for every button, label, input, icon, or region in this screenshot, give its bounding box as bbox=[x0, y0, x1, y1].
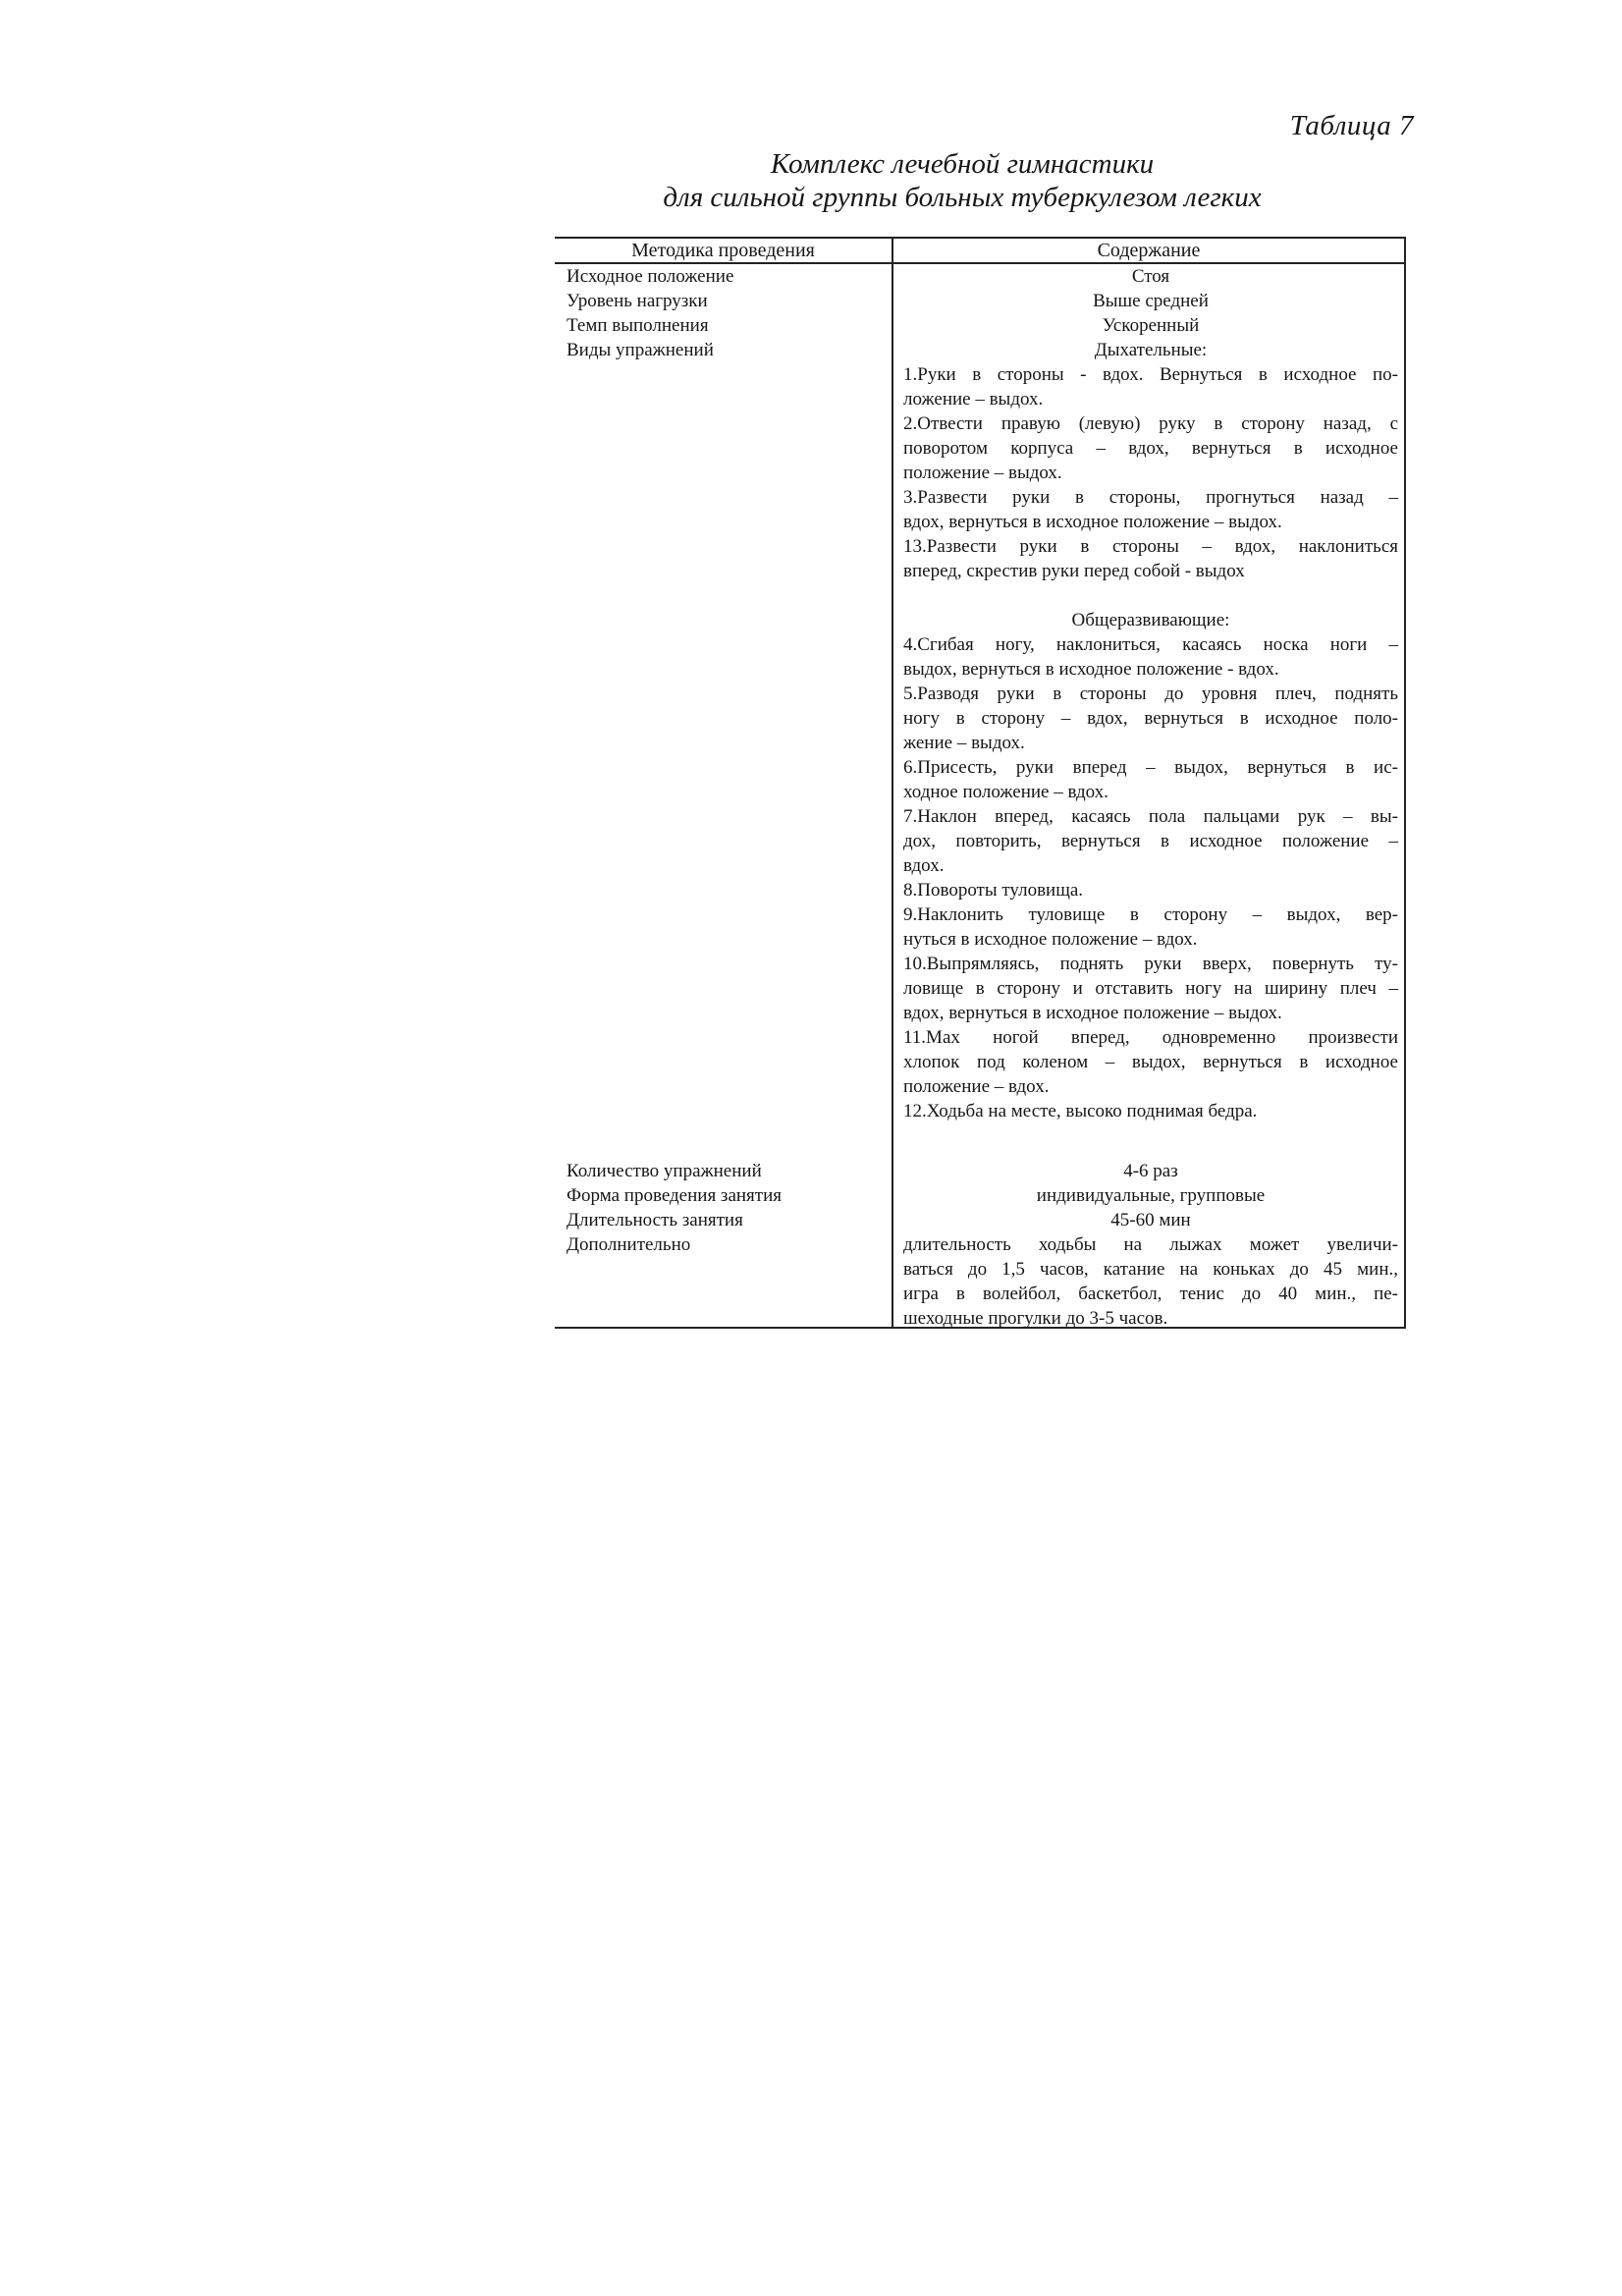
exercise-line: ходное положение – вдох. bbox=[903, 782, 1108, 802]
additional-line: ваться до 1,5 часов, катание на коньках до 45 мин., bbox=[903, 1259, 1398, 1280]
breathing-exercise-1 bbox=[903, 362, 1398, 411]
exercise-line: вперед, скрестив руки перед собой - выдох bbox=[903, 561, 1245, 581]
param-label-exercise-types: Виды упражнений bbox=[567, 340, 714, 360]
exercise-line: 13.Развести руки в стороны – вдох, наклониться bbox=[903, 536, 1398, 557]
param-value-load-level: Выше средней bbox=[1093, 291, 1209, 311]
params-top-labels bbox=[567, 264, 886, 362]
spacer bbox=[903, 583, 1398, 608]
param-value-session-form: индивидуальные, групповые bbox=[1036, 1185, 1266, 1206]
additional-line: длительность ходьбы на лыжах может увеличи- bbox=[903, 1234, 1398, 1255]
exercise-line: 4.Сгибая ногу, наклониться, касаясь носка ноги – bbox=[903, 634, 1398, 655]
exercise-line: выдох, вернуться в исходное положение - вдох. bbox=[903, 659, 1279, 680]
general-exercise-9 bbox=[903, 902, 1398, 952]
param-label-start-position: Исходное положение bbox=[567, 266, 734, 287]
exercise-line: 8.Повороты туловища. bbox=[903, 880, 1084, 901]
exercise-line: 3.Развести руки в стороны, прогнуться назад – bbox=[903, 487, 1398, 508]
exercise-line: ногу в сторону – вдох, вернуться в исходное поло- bbox=[903, 708, 1398, 729]
general-heading: Общеразвивающие: bbox=[1071, 610, 1230, 630]
breathing-exercise-13 bbox=[903, 534, 1398, 583]
exercise-line: 12.Ходьба на месте, высоко поднимая бедра. bbox=[903, 1101, 1258, 1121]
general-exercise-12 bbox=[903, 1099, 1398, 1123]
param-label-tempo: Темп выполнения bbox=[567, 315, 709, 336]
content-top bbox=[903, 264, 1398, 1123]
exercise-line: 7.Наклон вперед, касаясь пола пальцами рук – вы- bbox=[903, 806, 1398, 827]
breathing-exercise-3 bbox=[903, 485, 1398, 534]
general-exercise-4 bbox=[903, 632, 1398, 682]
param-value-tempo: Ускоренный bbox=[1102, 315, 1200, 336]
param-value-exercise-count: 4-6 раз bbox=[1123, 1161, 1178, 1181]
table-number-label: Таблица 7 bbox=[1289, 110, 1414, 141]
additional-line: шеходные прогулки до 3-5 часов. bbox=[903, 1308, 1168, 1329]
additional-line: игра в волейбол, баскетбол, тенис до 40 мин., пе- bbox=[903, 1284, 1398, 1304]
exercise-line: 6.Присесть, руки вперед – выдох, вернуться в ис- bbox=[903, 757, 1398, 778]
general-exercise-10 bbox=[903, 952, 1398, 1025]
column-divider bbox=[892, 239, 893, 1327]
table-title-line-2: для сильной группы больных туберкулезом легких bbox=[663, 182, 1262, 213]
exercise-line: поворотом корпуса – вдох, вернуться в исходное bbox=[903, 438, 1398, 459]
exercise-line: ловище в сторону и отставить ногу на ширину плеч – bbox=[903, 978, 1398, 999]
exercise-line: 9.Наклонить туловище в сторону – выдох, вер- bbox=[903, 904, 1398, 925]
general-exercise-5 bbox=[903, 682, 1398, 755]
param-label-session-duration: Длительность занятия bbox=[567, 1210, 743, 1230]
header-method: Методика проведения bbox=[631, 240, 815, 261]
content-bottom bbox=[903, 1159, 1398, 1331]
exercise-line: вдох, вернуться в исходное положение – выдох. bbox=[903, 512, 1282, 532]
exercise-line: положение – вдох. bbox=[903, 1076, 1050, 1097]
exercise-line: 5.Разводя руки в стороны до уровня плеч, поднять bbox=[903, 683, 1398, 704]
param-label-load-level: Уровень нагрузки bbox=[567, 291, 708, 311]
exercise-line: 1.Руки в стороны - вдох. Вернуться в исходное по- bbox=[903, 364, 1398, 385]
exercise-line: жение – выдох. bbox=[903, 733, 1025, 753]
param-label-exercise-count: Количество упражнений bbox=[567, 1161, 762, 1181]
exercise-line: 11.Мах ногой вперед, одновременно произвести bbox=[903, 1027, 1398, 1048]
general-exercise-11 bbox=[903, 1025, 1398, 1099]
param-value-additional bbox=[903, 1232, 1398, 1331]
table-header-row bbox=[555, 239, 1404, 264]
breathing-heading: Дыхательные: bbox=[1094, 340, 1208, 360]
exercise-line: дох, повторить, вернуться в исходное положение – bbox=[903, 831, 1398, 851]
table-title-line-1: Комплекс лечебной гимнастики bbox=[770, 148, 1155, 180]
param-label-session-form: Форма проведения занятия bbox=[567, 1185, 782, 1206]
exercise-line: вдох, вернуться в исходное положение – выдох. bbox=[903, 1003, 1282, 1023]
header-content: Содержание bbox=[1097, 240, 1201, 261]
param-value-start-position: Стоя bbox=[1131, 266, 1170, 287]
exercise-line: 10.Выпрямляясь, поднять руки вверх, повернуть ту- bbox=[903, 954, 1398, 974]
breathing-exercise-2 bbox=[903, 411, 1398, 485]
exercise-table bbox=[555, 237, 1406, 1329]
general-exercise-7 bbox=[903, 804, 1398, 878]
exercise-line: 2.Отвести правую (левую) руку в сторону назад, с bbox=[903, 413, 1398, 434]
exercise-line: ложение – выдох. bbox=[903, 389, 1044, 410]
param-value-session-duration: 45-60 мин bbox=[1110, 1210, 1191, 1230]
general-exercise-6 bbox=[903, 755, 1398, 804]
exercise-line: вдох. bbox=[903, 855, 945, 876]
general-exercise-8 bbox=[903, 878, 1398, 902]
exercise-line: хлопок под коленом – выдох, вернуться в исходное bbox=[903, 1052, 1398, 1072]
exercise-line: положение – выдох. bbox=[903, 463, 1062, 483]
param-label-additional: Дополнительно bbox=[567, 1234, 691, 1255]
params-bottom-labels bbox=[567, 1159, 886, 1257]
exercise-line: нуться в исходное положение – вдох. bbox=[903, 929, 1198, 950]
